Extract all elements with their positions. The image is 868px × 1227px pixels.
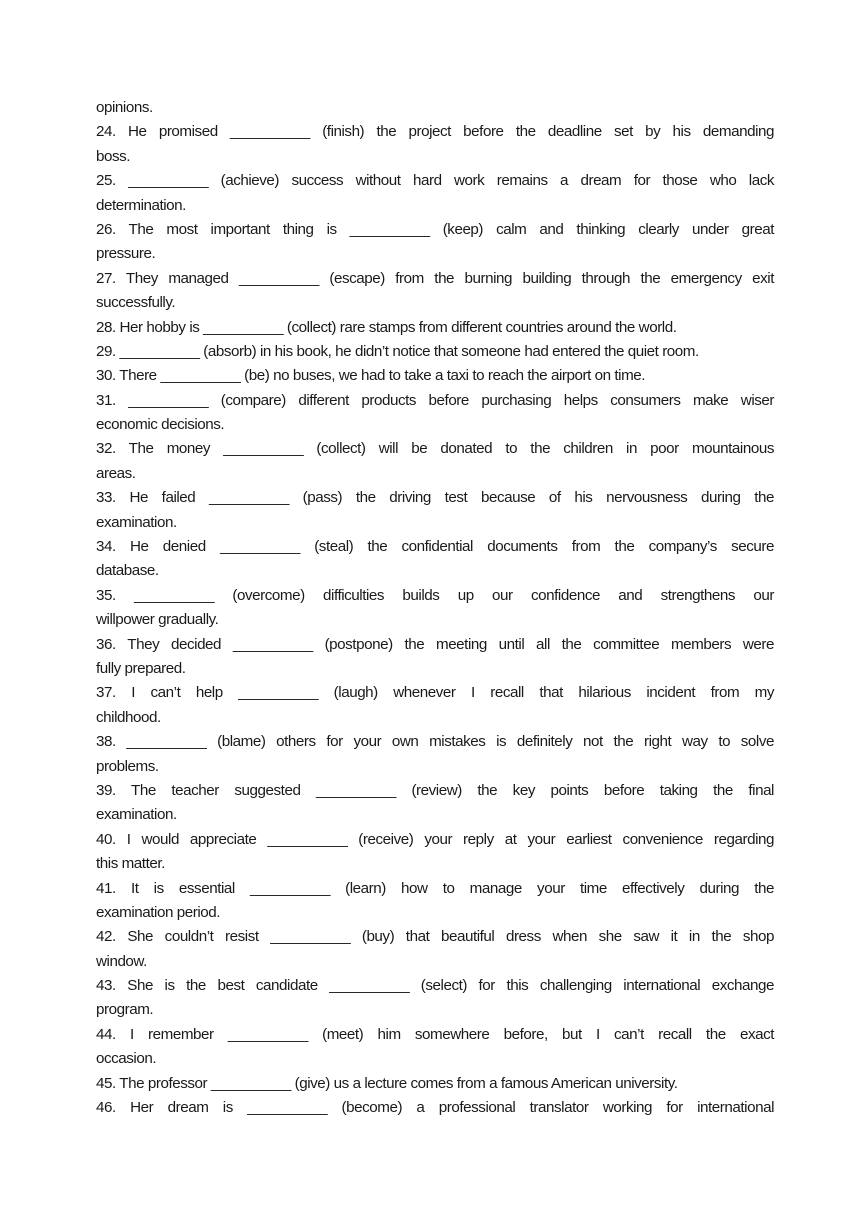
text-line: examination. — [96, 513, 177, 531]
text-line: 35. __________ (overcome) difficulties builds up our confidence and strengthens our — [96, 586, 774, 604]
text-line: 45. The professor __________ (give) us a lecture comes from a famous American university. — [96, 1074, 678, 1092]
text-line: successfully. — [96, 294, 176, 312]
text-line: 27. They managed __________ (escape) from the burning building through the emergency exit — [96, 269, 774, 287]
text-line: 34. He denied __________ (steal) the confidential documents from the company’s secure — [96, 538, 774, 556]
text-line: opinions. — [96, 99, 153, 116]
text-line: 43. She is the best candidate __________ (select) for this challenging international exchange — [96, 977, 774, 995]
text-line: problems. — [96, 757, 159, 775]
text-line: examination. — [96, 806, 177, 824]
text-line: 40. I would appreciate __________ (receive) your reply at your earliest convenience regarding — [96, 830, 774, 848]
text-line: pressure. — [96, 245, 156, 263]
text-line: willpower gradually. — [96, 611, 219, 629]
text-line: window. — [96, 952, 147, 970]
text-line: fully prepared. — [96, 659, 186, 677]
text-line: childhood. — [96, 708, 161, 726]
text-line: 36. They decided __________ (postpone) the meeting until all the committee members were — [96, 635, 774, 653]
text-line: 26. The most important thing is __________ (keep) calm and thinking clearly under great — [96, 220, 774, 238]
text-line: economic decisions. — [96, 416, 225, 434]
text-line: 28. Her hobby is __________ (collect) rare stamps from different countries around the world. — [96, 318, 677, 336]
text-line: 39. The teacher suggested __________ (review) the key points before taking the final — [96, 781, 774, 799]
text-line: 30. There __________ (be) no buses, we had to take a taxi to reach the airport on time. — [96, 367, 646, 385]
text-line: 31. __________ (compare) different products before purchasing helps consumers make wiser — [96, 391, 774, 409]
text-line: 25. __________ (achieve) success without hard work remains a dream for those who lack — [96, 172, 774, 190]
text-line: 24. He promised __________ (finish) the project before the deadline set by his demanding — [96, 123, 774, 141]
text-line: this matter. — [96, 855, 165, 873]
document-page — [96, 96, 774, 1120]
text-line: 37. I can’t help __________ (laugh) whenever I recall that hilarious incident from my — [96, 684, 774, 702]
text-line: 33. He failed __________ (pass) the driving test because of his nervousness during the — [96, 489, 774, 507]
text-line: 44. I remember __________ (meet) him somewhere before, but I can’t recall the exact — [96, 1025, 774, 1043]
text-line: database. — [96, 562, 159, 580]
text-line: program. — [96, 1001, 154, 1019]
text-line: 42. She couldn’t resist __________ (buy) that beautiful dress when she saw it in the shop — [96, 928, 774, 946]
text-line: determination. — [96, 196, 186, 214]
text-line: examination period. — [96, 903, 220, 921]
text-line: 41. It is essential __________ (learn) how to manage your time effectively during the — [96, 879, 774, 897]
text-line: 38. __________ (blame) others for your own mistakes is definitely not the right way to solve — [96, 733, 774, 751]
text-line: 32. The money __________ (collect) will be donated to the children in poor mountainous — [96, 440, 774, 458]
text-line: boss. — [96, 147, 131, 165]
text-line: occasion. — [96, 1050, 157, 1068]
text-line: 29. __________ (absorb) in his book, he didn’t notice that someone had entered the quiet room. — [96, 342, 699, 360]
text-line: areas. — [96, 464, 136, 482]
text-line: 46. Her dream is __________ (become) a professional translator working for international — [96, 1099, 774, 1117]
